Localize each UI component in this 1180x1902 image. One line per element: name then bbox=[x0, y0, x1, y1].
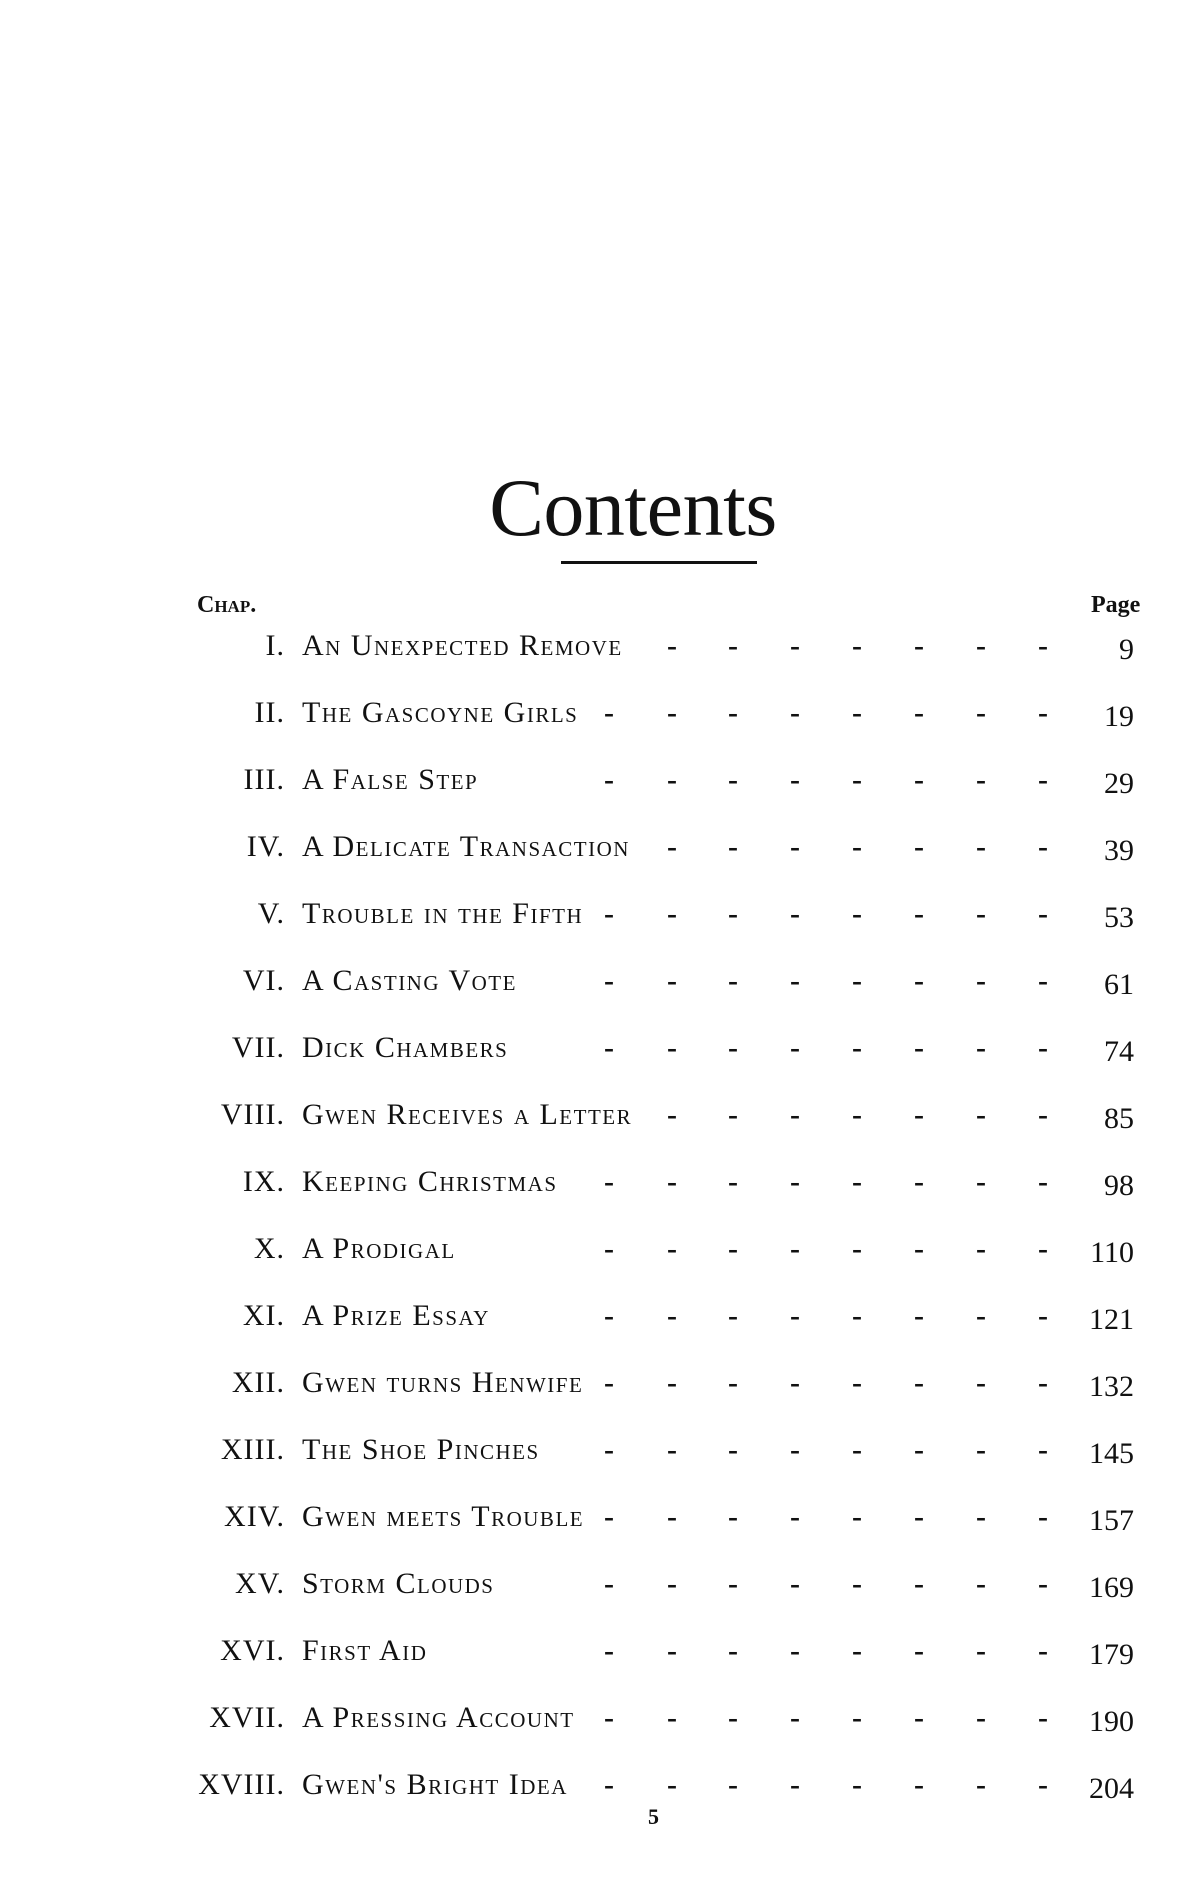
leader-dash: - bbox=[852, 1366, 862, 1399]
chapter-numeral: XV. bbox=[235, 1567, 285, 1600]
leader-dash: - bbox=[852, 629, 862, 662]
leader-dash: - bbox=[852, 897, 862, 930]
leader-dash: - bbox=[1038, 1768, 1048, 1801]
chapter-numeral: VIII. bbox=[220, 1098, 285, 1131]
page-number: 61 bbox=[1104, 968, 1134, 1001]
leader-dash: - bbox=[790, 1567, 800, 1600]
leader-dash: - bbox=[914, 1098, 924, 1131]
page-number: 53 bbox=[1104, 901, 1134, 934]
leader-dash: - bbox=[976, 897, 986, 930]
toc-entry bbox=[0, 1363, 1180, 1430]
chapter-title: Storm Clouds bbox=[302, 1567, 495, 1600]
leader-dash: - bbox=[914, 629, 924, 662]
leader-dash: - bbox=[728, 1634, 738, 1667]
leader-dash: - bbox=[728, 1366, 738, 1399]
leader-dash: - bbox=[604, 1433, 614, 1466]
toc-entry bbox=[0, 1430, 1180, 1497]
chapter-numeral: XVIII. bbox=[198, 1768, 285, 1801]
leader-dash: - bbox=[790, 1232, 800, 1265]
chapter-numeral: X. bbox=[253, 1232, 285, 1265]
leader-dash: - bbox=[790, 897, 800, 930]
leader-dash: - bbox=[852, 1567, 862, 1600]
toc-entry bbox=[0, 1497, 1180, 1564]
leader-dash: - bbox=[976, 1098, 986, 1131]
chapter-title: Dick Chambers bbox=[302, 1031, 509, 1064]
leader-dash: - bbox=[667, 696, 677, 729]
leader-dash: - bbox=[604, 897, 614, 930]
leader-dash: - bbox=[1038, 1031, 1048, 1064]
leader-dash: - bbox=[914, 897, 924, 930]
page-number: 169 bbox=[1089, 1571, 1134, 1604]
leader-dash: - bbox=[667, 1500, 677, 1533]
leader-dash: - bbox=[914, 964, 924, 997]
chapter-title: Gwen's Bright Idea bbox=[302, 1768, 568, 1801]
chapter-numeral: VII. bbox=[231, 1031, 285, 1064]
leader-dash: - bbox=[728, 1031, 738, 1064]
leader-dash: - bbox=[728, 629, 738, 662]
leader-dash: - bbox=[604, 1232, 614, 1265]
leader-dash: - bbox=[914, 1768, 924, 1801]
leader-dash: - bbox=[914, 1567, 924, 1600]
leader-dash: - bbox=[667, 1567, 677, 1600]
leader-dash: - bbox=[976, 1433, 986, 1466]
leader-dash: - bbox=[790, 1165, 800, 1198]
leader-dash: - bbox=[667, 1768, 677, 1801]
leader-dash: - bbox=[914, 763, 924, 796]
chapter-title: A Prize Essay bbox=[302, 1299, 490, 1332]
leader-dash: - bbox=[790, 1098, 800, 1131]
leader-dash: - bbox=[914, 1165, 924, 1198]
leader-dash: - bbox=[914, 1299, 924, 1332]
chapter-title: Keeping Christmas bbox=[302, 1165, 558, 1198]
toc-entry bbox=[0, 1296, 1180, 1363]
leader-dash: - bbox=[852, 763, 862, 796]
leader-dash: - bbox=[667, 1098, 677, 1131]
leader-dash: - bbox=[728, 1165, 738, 1198]
leader-dash: - bbox=[976, 1500, 986, 1533]
chapter-title: A Prodigal bbox=[302, 1232, 456, 1265]
page-title: Contents bbox=[489, 461, 777, 553]
leader-dash: - bbox=[852, 1701, 862, 1734]
leader-dash: - bbox=[728, 763, 738, 796]
leader-dash: - bbox=[667, 897, 677, 930]
leader-dash: - bbox=[914, 830, 924, 863]
leader-dash: - bbox=[667, 1031, 677, 1064]
leader-dash: - bbox=[667, 629, 677, 662]
leader-dash: - bbox=[790, 763, 800, 796]
leader-dash: - bbox=[728, 897, 738, 930]
toc-entry bbox=[0, 693, 1180, 760]
page-number: 29 bbox=[1104, 767, 1134, 800]
leader-dash: - bbox=[667, 1366, 677, 1399]
leader-dash: - bbox=[976, 629, 986, 662]
chapter-numeral: XIII. bbox=[220, 1433, 285, 1466]
leader-dash: - bbox=[728, 696, 738, 729]
chapter-numeral: IV. bbox=[246, 830, 285, 863]
leader-dash: - bbox=[852, 1031, 862, 1064]
chapter-numeral: XI. bbox=[242, 1299, 285, 1332]
leader-dash: - bbox=[604, 1768, 614, 1801]
leader-dash: - bbox=[728, 1768, 738, 1801]
page-number: 39 bbox=[1104, 834, 1134, 867]
leader-dash: - bbox=[976, 763, 986, 796]
page-number: 157 bbox=[1089, 1504, 1134, 1537]
chapter-title: Gwen Receives a Letter bbox=[302, 1098, 633, 1131]
leader-dash: - bbox=[667, 1299, 677, 1332]
toc-entry bbox=[0, 827, 1180, 894]
leader-dash: - bbox=[604, 1634, 614, 1667]
leader-dash: - bbox=[728, 1433, 738, 1466]
chapter-numeral: I. bbox=[265, 629, 285, 662]
chapter-numeral: III. bbox=[243, 763, 285, 796]
toc-entry bbox=[0, 1564, 1180, 1631]
leader-dash: - bbox=[976, 1701, 986, 1734]
leader-dash: - bbox=[1038, 830, 1048, 863]
leader-dash: - bbox=[976, 830, 986, 863]
leader-dash: - bbox=[914, 1366, 924, 1399]
leader-dash: - bbox=[604, 1299, 614, 1332]
leader-dash: - bbox=[914, 1701, 924, 1734]
page-number: 132 bbox=[1089, 1370, 1134, 1403]
leader-dash: - bbox=[852, 1433, 862, 1466]
page-number: 121 bbox=[1089, 1303, 1134, 1336]
leader-dash: - bbox=[790, 1366, 800, 1399]
leader-dash: - bbox=[790, 830, 800, 863]
toc-entry bbox=[0, 1631, 1180, 1698]
table-of-contents bbox=[0, 626, 1180, 1832]
chapter-numeral: XVII. bbox=[209, 1701, 285, 1734]
leader-dash: - bbox=[728, 964, 738, 997]
leader-dash: - bbox=[1038, 1232, 1048, 1265]
toc-entry bbox=[0, 1229, 1180, 1296]
leader-dash: - bbox=[976, 1634, 986, 1667]
toc-entry bbox=[0, 1095, 1180, 1162]
leader-dash: - bbox=[1038, 696, 1048, 729]
leader-dash: - bbox=[604, 1567, 614, 1600]
page-folio: 5 bbox=[648, 1804, 659, 1829]
leader-dash: - bbox=[1038, 1500, 1048, 1533]
leader-dash: - bbox=[1038, 1299, 1048, 1332]
leader-dash: - bbox=[790, 1031, 800, 1064]
toc-entry bbox=[0, 894, 1180, 961]
leader-dash: - bbox=[852, 1299, 862, 1332]
leader-dash: - bbox=[852, 964, 862, 997]
leader-dash: - bbox=[728, 1098, 738, 1131]
leader-dash: - bbox=[1038, 1366, 1048, 1399]
chapter-numeral: XIV. bbox=[224, 1500, 285, 1533]
leader-dash: - bbox=[790, 1768, 800, 1801]
page-number: 85 bbox=[1104, 1102, 1134, 1135]
leader-dash: - bbox=[852, 1232, 862, 1265]
toc-entry bbox=[0, 1698, 1180, 1765]
leader-dash: - bbox=[790, 1701, 800, 1734]
chapter-title: An Unexpected Remove bbox=[302, 629, 623, 662]
leader-dash: - bbox=[604, 964, 614, 997]
toc-entry bbox=[0, 961, 1180, 1028]
chapter-numeral: XVI. bbox=[220, 1634, 285, 1667]
page-number: 179 bbox=[1089, 1638, 1134, 1671]
leader-dash: - bbox=[914, 1031, 924, 1064]
chapter-title: A Delicate Transaction bbox=[302, 830, 630, 863]
leader-dash: - bbox=[914, 1634, 924, 1667]
leader-dash: - bbox=[604, 763, 614, 796]
leader-dash: - bbox=[790, 1634, 800, 1667]
chapter-title: First Aid bbox=[302, 1634, 428, 1667]
leader-dash: - bbox=[790, 696, 800, 729]
chapter-numeral: IX. bbox=[242, 1165, 285, 1198]
leader-dash: - bbox=[914, 1433, 924, 1466]
chapter-numeral: V. bbox=[257, 897, 285, 930]
leader-dash: - bbox=[728, 1701, 738, 1734]
leader-dash: - bbox=[852, 1634, 862, 1667]
leader-dash: - bbox=[1038, 1165, 1048, 1198]
leader-dash: - bbox=[667, 1701, 677, 1734]
leader-dash: - bbox=[604, 1500, 614, 1533]
leader-dash: - bbox=[914, 1500, 924, 1533]
leader-dash: - bbox=[1038, 1701, 1048, 1734]
chap-column-header: Chap. bbox=[197, 592, 257, 618]
leader-dash: - bbox=[604, 1165, 614, 1198]
leader-dash: - bbox=[976, 1299, 986, 1332]
leader-dash: - bbox=[667, 1634, 677, 1667]
leader-dash: - bbox=[667, 1165, 677, 1198]
leader-dash: - bbox=[790, 1433, 800, 1466]
leader-dash: - bbox=[728, 1500, 738, 1533]
leader-dash: - bbox=[976, 964, 986, 997]
chapter-title: The Gascoyne Girls bbox=[302, 696, 579, 729]
leader-dash: - bbox=[604, 1366, 614, 1399]
chapter-title: Gwen meets Trouble bbox=[302, 1500, 585, 1533]
leader-dash: - bbox=[1038, 1567, 1048, 1600]
toc-entry bbox=[0, 1028, 1180, 1095]
leader-dash: - bbox=[976, 1366, 986, 1399]
leader-dash: - bbox=[1038, 1433, 1048, 1466]
leader-dash: - bbox=[667, 830, 677, 863]
chapter-numeral: VI. bbox=[242, 964, 285, 997]
title-rule bbox=[561, 561, 757, 564]
chapter-title: Trouble in the Fifth bbox=[302, 897, 584, 930]
toc-entry bbox=[0, 626, 1180, 693]
leader-dash: - bbox=[852, 830, 862, 863]
leader-dash: - bbox=[852, 1165, 862, 1198]
leader-dash: - bbox=[1038, 1098, 1048, 1131]
page-number: 110 bbox=[1090, 1236, 1134, 1269]
leader-dash: - bbox=[604, 1701, 614, 1734]
leader-dash: - bbox=[976, 696, 986, 729]
chapter-title: A Casting Vote bbox=[302, 964, 517, 997]
leader-dash: - bbox=[852, 1500, 862, 1533]
leader-dash: - bbox=[852, 1098, 862, 1131]
leader-dash: - bbox=[1038, 1634, 1048, 1667]
chapter-title: A Pressing Account bbox=[302, 1701, 575, 1734]
leader-dash: - bbox=[914, 1232, 924, 1265]
leader-dash: - bbox=[667, 1433, 677, 1466]
leader-dash: - bbox=[852, 696, 862, 729]
leader-dash: - bbox=[728, 1299, 738, 1332]
leader-dash: - bbox=[667, 763, 677, 796]
page-number: 98 bbox=[1104, 1169, 1134, 1202]
leader-dash: - bbox=[604, 696, 614, 729]
leader-dash: - bbox=[604, 1031, 614, 1064]
page-number: 204 bbox=[1089, 1772, 1134, 1805]
chapter-title: Gwen turns Henwife bbox=[302, 1366, 584, 1399]
leader-dash: - bbox=[976, 1031, 986, 1064]
leader-dash: - bbox=[976, 1232, 986, 1265]
toc-entry bbox=[0, 1765, 1180, 1832]
leader-dash: - bbox=[1038, 897, 1048, 930]
toc-entry bbox=[0, 1162, 1180, 1229]
leader-dash: - bbox=[1038, 964, 1048, 997]
chapter-numeral: II. bbox=[254, 696, 285, 729]
page-number: 74 bbox=[1104, 1035, 1134, 1068]
leader-dash: - bbox=[728, 1567, 738, 1600]
leader-dash: - bbox=[1038, 629, 1048, 662]
chapter-title: The Shoe Pinches bbox=[302, 1433, 540, 1466]
leader-dash: - bbox=[976, 1768, 986, 1801]
leader-dash: - bbox=[914, 696, 924, 729]
page-number: 19 bbox=[1104, 700, 1134, 733]
chapter-numeral: XII. bbox=[231, 1366, 285, 1399]
leader-dash: - bbox=[667, 1232, 677, 1265]
page-number: 145 bbox=[1089, 1437, 1134, 1470]
page-number: 190 bbox=[1089, 1705, 1134, 1738]
toc-entry bbox=[0, 760, 1180, 827]
leader-dash: - bbox=[852, 1768, 862, 1801]
page-number: 9 bbox=[1119, 633, 1134, 666]
chapter-title: A False Step bbox=[302, 763, 479, 796]
leader-dash: - bbox=[1038, 763, 1048, 796]
leader-dash: - bbox=[976, 1567, 986, 1600]
leader-dash: - bbox=[976, 1165, 986, 1198]
leader-dash: - bbox=[790, 1500, 800, 1533]
leader-dash: - bbox=[790, 629, 800, 662]
leader-dash: - bbox=[728, 1232, 738, 1265]
leader-dash: - bbox=[790, 964, 800, 997]
leader-dash: - bbox=[728, 830, 738, 863]
leader-dash: - bbox=[667, 964, 677, 997]
leader-dash: - bbox=[790, 1299, 800, 1332]
page-column-header: Page bbox=[1091, 592, 1141, 618]
